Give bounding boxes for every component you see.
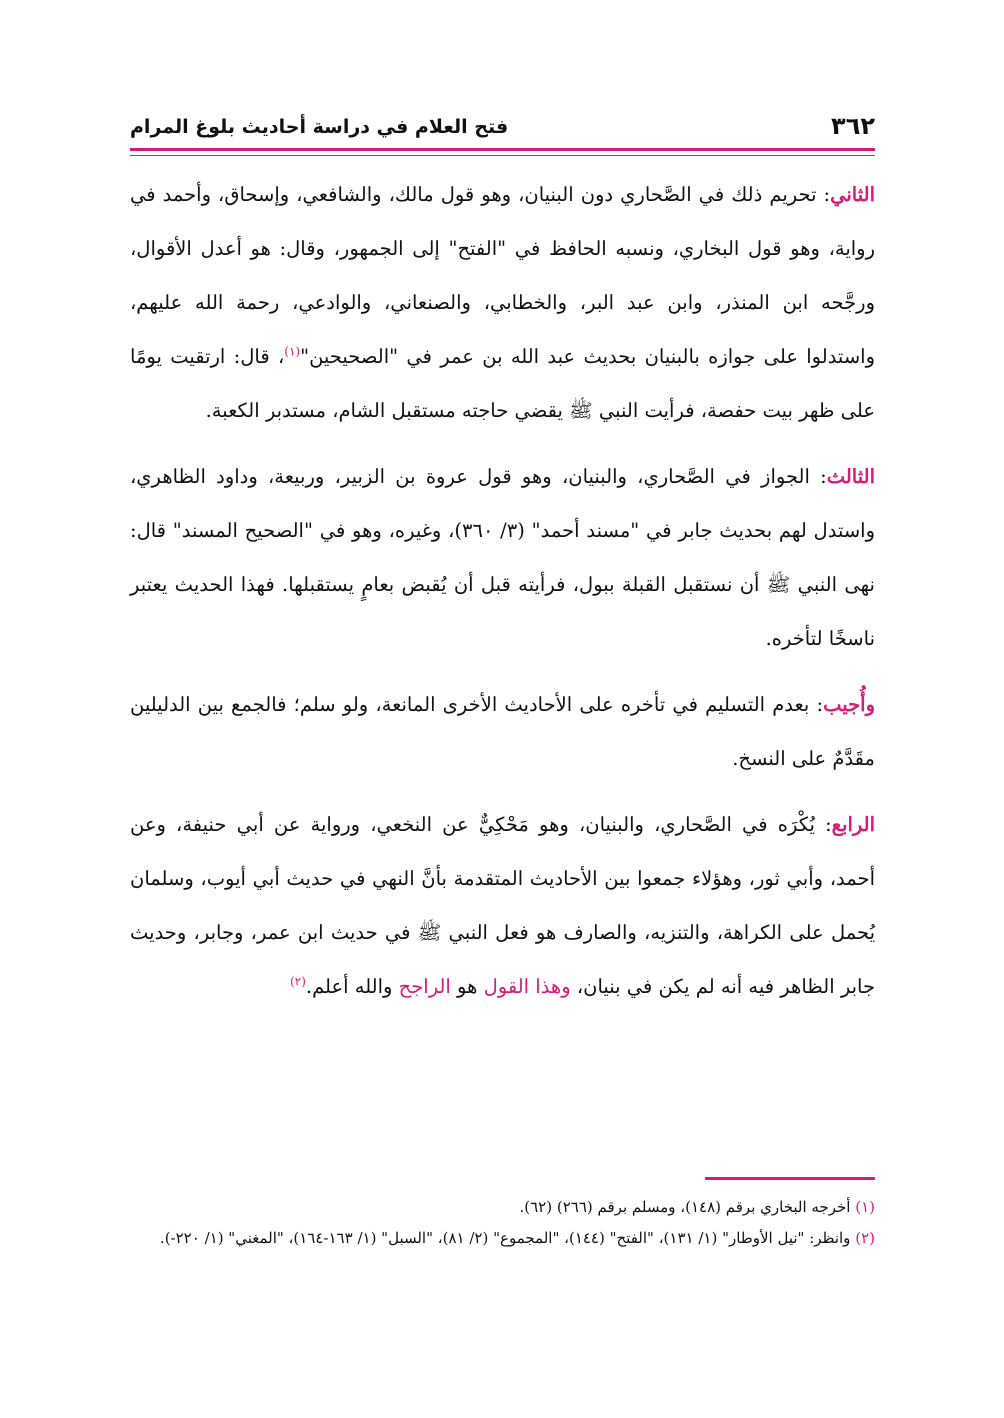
paragraph-text: والله أعلم. [305,975,399,998]
paragraph-fourth-opinion [130,798,875,1014]
running-header [130,108,875,152]
header-rule-thick [130,148,875,151]
paragraph-text: ، قال: ارتقيت يومًا على ظهر بيت حفصة، فرأيت النبي ﷺ يقضي حاجته مستقبل الشام، مستدبر الكعبة. [130,345,875,422]
footnote-number: (٢) [855,1229,875,1247]
header-rule-thin [130,155,875,156]
footnotes [130,1192,875,1254]
footnote-separator [705,1177,875,1180]
highlight-text: وهذا القول [483,975,571,998]
paragraph-third-opinion [130,450,875,666]
highlight-text: الراجح [398,975,451,998]
opinion-term: الرابع [831,813,876,836]
footnote-ref[interactable]: (١) [284,344,301,359]
book-title: فتح العلام في دراسة أحاديث بلوغ المرام [130,116,509,138]
main-text [130,168,875,1026]
opinion-term: وأُجيب [823,693,875,716]
paragraph-response [130,678,875,786]
paragraph-text: : تحريم ذلك في الصَّحاري دون البنيان، وهو قول مالك، والشافعي، وإسحاق، وأحمد في رواية، وهو قول البخاري، ونسبه الحافظ في "الفتح" إلى الجمهور، وقال: هو أعدل الأقوال، ورجَّحه ابن المنذر، وابن عبد البر، والخطابي، والصنعاني، والوادعي، رحمة الله عليهم، واستدلوا على جوازه بالبنيان بحديث عبد الله بن عمر في "الصحيحين" [130,183,875,368]
footnote-text: أخرجه البخاري برقم (١٤٨)، ومسلم برقم (٢٦٦) (٦٢). [519,1198,851,1216]
paragraph-text: : يُكْرَه في الصَّحاري، والبنيان، وهو مَحْكِيٌّ عن النخعي، ورواية عن أبي حنيفة، وعن أحمد، وأبي ثور، وهؤلاء جمعوا بين الأحاديث المتقدمة بأنَّ النهي في حديث أبي أيوب، وسلمان يُحمل على الكراهة، والتنزيه، والصارف هو فعل النبي ﷺ في حديث ابن عمر، وجابر، وحديث جابر الظاهر فيه أنه لم يكن في بنيان، [130,813,875,998]
footnote-text: وانظر: "نيل الأوطار" (١/ ١٣١)، "الفتح" (١٤٤)، "المجموع" (٢/ ٨١)، "السبل" (١/ ١٦٣-١٦٤)، "المغني" (١/ ٢٢٠-). [159,1229,851,1247]
footnote [130,1223,875,1254]
paragraph-second-opinion [130,168,875,438]
footnote-ref[interactable]: (٢) [290,974,306,989]
paragraph-text: هو [450,975,484,998]
footnote [130,1192,875,1223]
opinion-term: الثالث [826,465,875,488]
paragraph-text: : بعدم التسليم في تأخره على الأحاديث الأخرى المانعة، ولو سلم؛ فالجمع بين الدليلين مقَدَّمٌ على النسخ. [130,693,875,770]
page-number: ٣٦٢ [831,112,875,140]
footnote-number: (١) [855,1198,875,1216]
opinion-term: الثاني [830,183,875,206]
paragraph-text: : الجواز في الصَّحاري، والبنيان، وهو قول عروة بن الزبير، وربيعة، وداود الظاهري، واستدل لهم بحديث جابر في "مسند أحمد" (٣/ ٣٦٠)، وغيره، وهو في "الصحيح المسند" قال: نهى النبي ﷺ أن نستقبل القبلة ببول، فرأيته قبل أن يُقبض بعامٍ يستقبلها. فهذا الحديث يعتبر ناسخًا لتأخره. [130,465,876,650]
